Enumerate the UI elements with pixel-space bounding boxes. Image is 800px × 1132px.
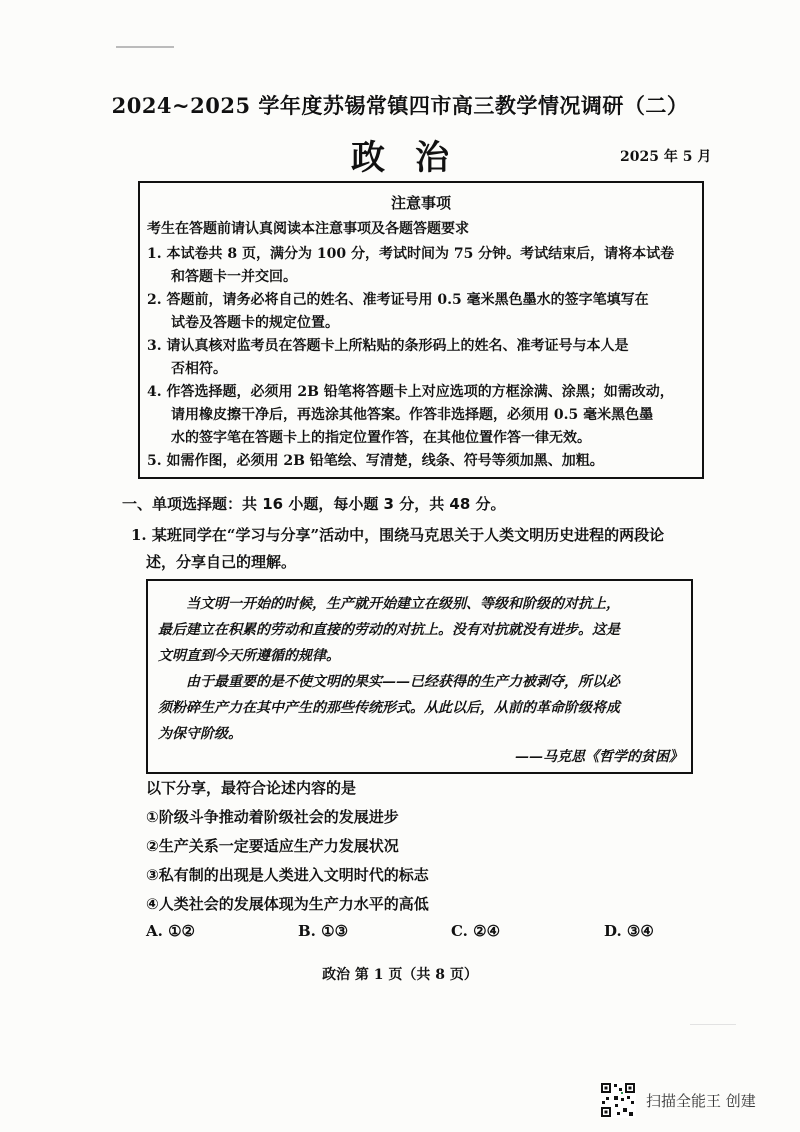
notice-line: 2. 答题前，请务必将自己的姓名、准考证号用 0.5 毫米黑色墨水的签字笔填写在 xyxy=(147,292,649,308)
section-heading: 一、单项选择题：共 16 小题，每小题 3 分，共 48 分。 xyxy=(122,495,506,513)
statement-1: ①阶级斗争推动着阶级社会的发展进步 xyxy=(146,808,399,826)
notice-line: 5. 如需作图，必须用 2B 铅笔绘、写清楚，线条、符号等须加黑、加粗。 xyxy=(147,453,604,469)
qr-code-icon xyxy=(600,1082,636,1118)
exam-title: 2024~2025 学年度苏锡常镇四市高三教学情况调研（二） xyxy=(111,93,689,118)
quote-line: 文明直到今天所遵循的规律。 xyxy=(158,648,340,664)
quote-line: 当文明一开始的时候，生产就开始建立在级别、等级和阶级的对抗上， xyxy=(186,596,620,612)
notice-line: 和答题卡一并交回。 xyxy=(171,269,297,285)
statement-2: ②生产关系一定要适应生产力发展状况 xyxy=(146,837,399,855)
page-footer: 政治 第 1 页（共 8 页） xyxy=(322,967,478,983)
notice-line: 否相符。 xyxy=(171,361,227,377)
statement-3: ③私有制的出现是人类进入文明时代的标志 xyxy=(146,866,429,884)
notice-line: 4. 作答选择题，必须用 2B 铅笔将答题卡上对应选项的方框涂满、涂黑；如需改动， xyxy=(147,384,674,400)
quote-source: ——马克思《哲学的贫困》 xyxy=(515,749,683,765)
quote-box xyxy=(146,579,693,774)
subject-title: 政治 xyxy=(351,138,479,178)
notice-line: 3. 请认真核对监考员在答题卡上所粘贴的条形码上的姓名、准考证号与本人是 xyxy=(147,338,629,354)
notice-title: 注意事项 xyxy=(390,194,451,212)
quote-line: 须粉碎生产力在其中产生的那些传统形式。从此以后，从前的革命阶级将成 xyxy=(158,700,620,716)
question-stem-line: 述，分享自己的理解。 xyxy=(146,553,297,571)
notice-intro: 考生在答题前请认真阅读本注意事项及各题答题要求 xyxy=(147,221,469,237)
option-a: A. ①② xyxy=(146,922,195,940)
notice-line: 请用橡皮擦干净后，再选涂其他答案。作答非选择题，必须用 0.5 毫米黑色墨 xyxy=(171,407,654,423)
notice-box xyxy=(138,181,704,479)
statement-4: ④人类社会的发展体现为生产力水平的高低 xyxy=(146,895,429,913)
question-stem-line: 1. 某班同学在“学习与分享”活动中，围绕马克思关于人类文明历史进程的两段论 xyxy=(131,526,665,544)
notice-line: 水的签字笔在答题卡上的指定位置作答，在其他位置作答一律无效。 xyxy=(171,430,591,446)
scan-mark xyxy=(116,46,174,48)
option-c: C. ②④ xyxy=(451,922,501,940)
option-d: D. ③④ xyxy=(604,922,654,940)
quote-line: 最后建立在积累的劳动和直接的劳动的对抗上。没有对抗就没有进步。这是 xyxy=(158,622,620,638)
exam-date: 2025 年 5 月 xyxy=(620,149,712,165)
scan-mark xyxy=(690,1024,736,1025)
notice-line: 1. 本试卷共 8 页，满分为 100 分，考试时间为 75 分钟。考试结束后，请将本试卷 xyxy=(147,246,675,262)
quote-line: 由于最重要的是不使文明的果实——已经获得的生产力被剥夺，所以必 xyxy=(186,674,620,690)
question-lead: 以下分享，最符合论述内容的是 xyxy=(146,779,357,797)
notice-line: 试卷及答题卡的规定位置。 xyxy=(171,315,339,331)
option-b: B. ①③ xyxy=(298,922,349,940)
quote-line: 为保守阶级。 xyxy=(158,726,242,742)
watermark-text: 扫描全能王 创建 xyxy=(646,1092,756,1110)
